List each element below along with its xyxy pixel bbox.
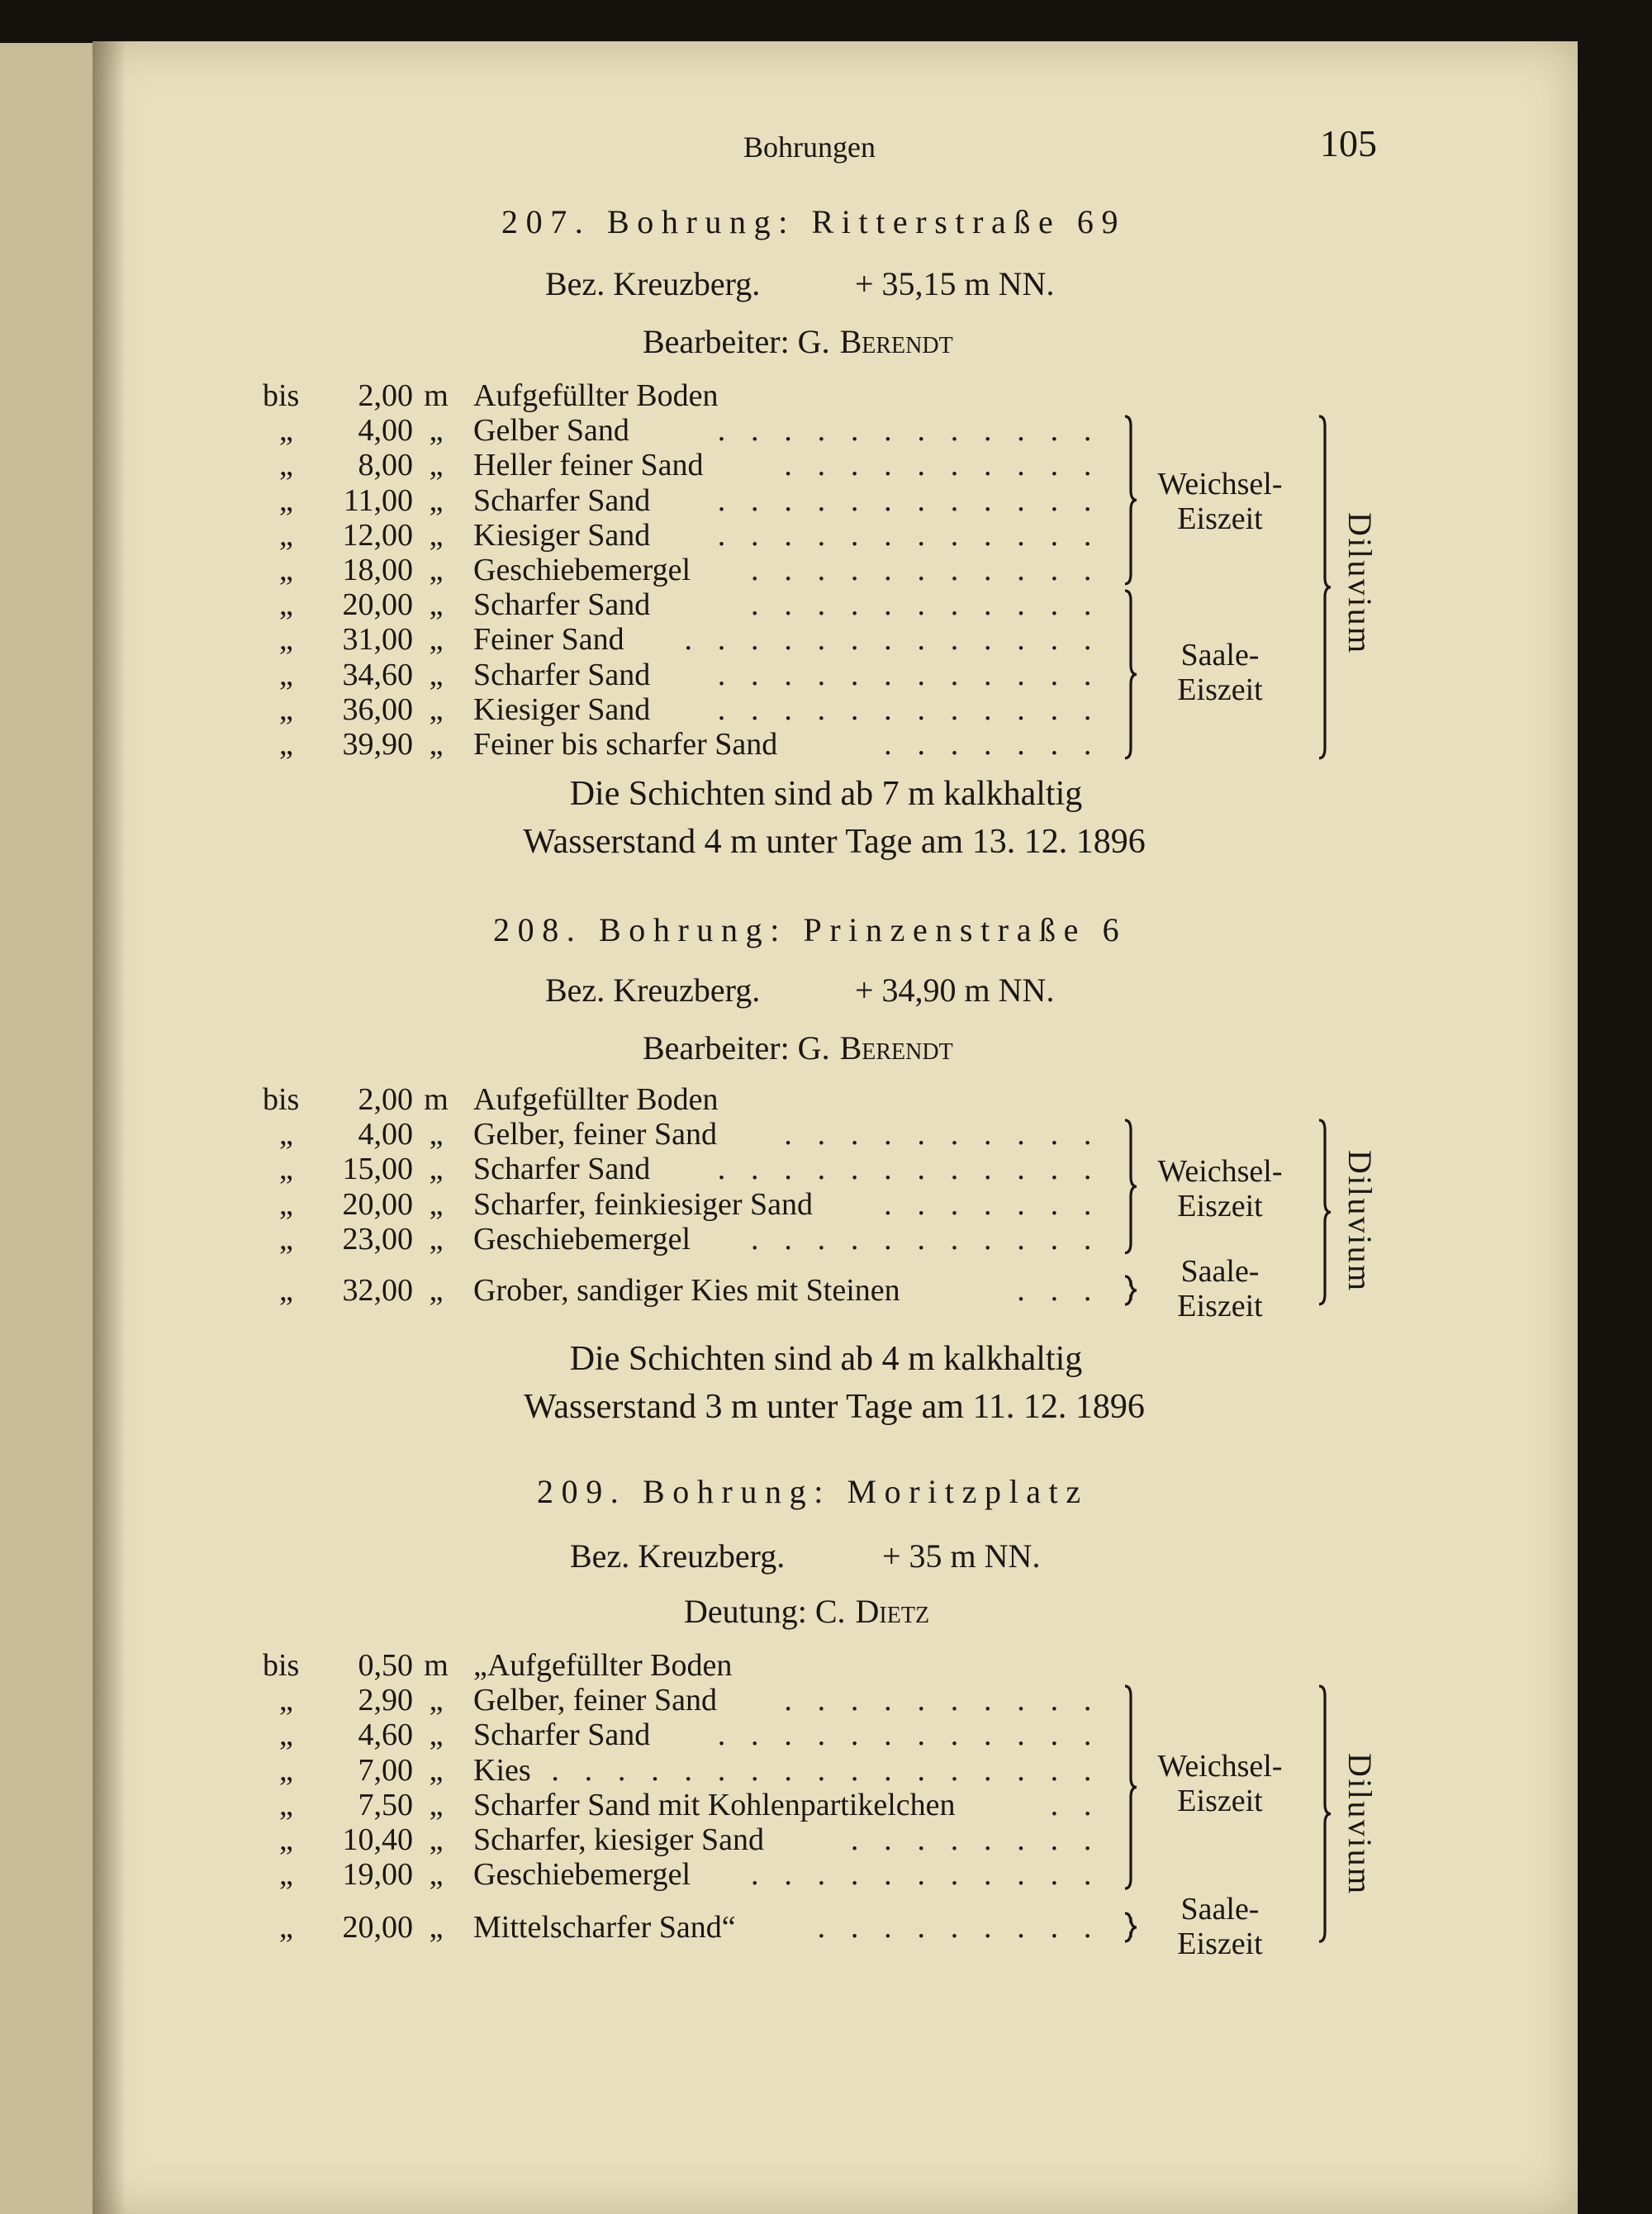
depth-prefix: „: [279, 1718, 293, 1753]
depth-value: 36,00: [342, 691, 413, 727]
age-brace-saale: [1125, 1276, 1140, 1304]
depth-value: 12,00: [342, 517, 413, 553]
age-lower-line1: Saale-: [1180, 1892, 1260, 1927]
page-number: 105: [1320, 122, 1377, 164]
layer-row: [473, 1788, 1101, 1822]
depth-unit: „: [429, 587, 444, 623]
depth-unit: „: [429, 517, 444, 553]
elevation-label: + 35,15 m NN.: [855, 265, 1055, 302]
depth-prefix: „: [279, 1186, 293, 1222]
depth-unit: „: [429, 1683, 444, 1718]
age-upper-line1: Weichsel-: [1157, 467, 1283, 501]
leader-dots: . . . . . . . . . . . .: [717, 517, 1100, 553]
depth-prefix: „: [279, 1273, 293, 1308]
editor-name: Dietz: [855, 1593, 930, 1630]
section-title: 209. Bohrung: Moritzplatz: [537, 1473, 1089, 1510]
leader-dots: . . . . . . .: [884, 727, 1100, 762]
depth-prefix: „: [279, 1152, 293, 1187]
depth-unit: „: [429, 1910, 444, 1946]
age-brace-weichsel: [1125, 1120, 1140, 1253]
depth-unit: „: [429, 1752, 444, 1788]
age-upper-line2: Eiszeit: [1177, 501, 1263, 536]
elevation-label: + 35 m NN.: [882, 1537, 1041, 1575]
depth-value: 2,00: [358, 1082, 413, 1117]
depth-prefix: „: [279, 517, 293, 553]
leader-dots: . . . . . . . . . . .: [751, 553, 1100, 587]
depth-unit: „: [429, 1273, 444, 1308]
layer-description: Gelber, feiner Sand: [473, 1683, 717, 1718]
leader-dots: . . . . . . . . . .: [784, 1117, 1100, 1152]
layer-description: Scharfer, kiesiger Sand: [473, 1822, 764, 1857]
depth-unit: m: [424, 1082, 449, 1117]
depth-prefix: „: [279, 1752, 293, 1788]
editor-name: Berendt: [839, 1029, 953, 1067]
leader-dots: . . . . . . .: [884, 1186, 1100, 1222]
depth-value: 8,00: [358, 448, 413, 483]
depth-unit: „: [429, 1117, 444, 1152]
epoch-label: Diluvium: [1341, 1150, 1379, 1293]
depth-value: 2,90: [358, 1683, 413, 1718]
depth-value: 4,60: [358, 1718, 413, 1753]
leader-dots: . . .: [1017, 1273, 1100, 1308]
age-upper-line2: Eiszeit: [1177, 1784, 1263, 1818]
layer-description: Gelber, feiner Sand: [473, 1117, 717, 1152]
depth-unit: „: [429, 482, 444, 518]
depth-value: 39,90: [342, 727, 413, 762]
depth-prefix: bis: [263, 1648, 300, 1683]
layer-description: Grober, sandiger Kies mit Steinen: [473, 1273, 900, 1308]
age-brace-saale: [1125, 1913, 1140, 1941]
layer-description: Gelber Sand: [473, 413, 629, 449]
section-note: Die Schichten sind ab 4 m kalkhaltig: [569, 1340, 1083, 1378]
layer-description: Scharfer Sand: [473, 1152, 651, 1187]
section-note: Wasserstand 3 m unter Tage am 11. 12. 1896: [524, 1388, 1145, 1426]
age-lower-line1: Saale-: [1180, 1254, 1260, 1289]
depth-value: 31,00: [342, 622, 413, 658]
age-lower-line2: Eiszeit: [1177, 1289, 1263, 1323]
depth-value: 7,50: [358, 1787, 413, 1822]
leader-dots: . . . . . . . . . . . .: [717, 413, 1100, 449]
layer-description: Scharfer Sand: [473, 482, 651, 518]
section-title: 207. Bohrung: Ritterstraße 69: [501, 203, 1127, 240]
depth-unit: „: [429, 691, 444, 727]
depth-unit: „: [429, 1186, 444, 1222]
leader-dots: . . . . . . . . .: [817, 1910, 1100, 1946]
running-title: Bohrungen: [743, 131, 876, 164]
depth-prefix: „: [279, 1910, 293, 1946]
depth-value: 11,00: [343, 482, 413, 518]
leader-dots: . . . . . . . . . .: [784, 1683, 1100, 1718]
layer-description: Scharfer, feinkiesiger Sand: [473, 1186, 814, 1222]
left-page-edge: [0, 43, 97, 2214]
depth-value: 15,00: [342, 1152, 413, 1187]
depth-prefix: „: [279, 1822, 293, 1857]
editor-line: [643, 325, 953, 359]
layer-description: Scharfer Sand: [473, 587, 651, 623]
editor-label: Bearbeiter: G.: [643, 1029, 830, 1067]
depth-value: 23,00: [342, 1221, 413, 1257]
age-brace-weichsel: [1125, 416, 1140, 584]
age-brace-weichsel: [1125, 1686, 1140, 1889]
layer-description: Kies: [473, 1752, 531, 1788]
leader-dots: . . . . . . . .: [850, 1822, 1100, 1857]
layer-description: Scharfer Sand mit Kohlenpartikelchen: [473, 1787, 956, 1822]
layer-row: [473, 1082, 1101, 1117]
leader-dots: . . . . . . . . . . . .: [717, 1718, 1100, 1753]
age-lower-line2: Eiszeit: [1177, 672, 1263, 707]
depth-unit: „: [429, 1718, 444, 1753]
layer-row: [473, 1648, 1101, 1683]
depth-unit: m: [424, 378, 449, 413]
district-label: Bez. Kreuzberg.: [545, 265, 761, 302]
depth-prefix: „: [279, 727, 293, 762]
age-lower-line2: Eiszeit: [1177, 1927, 1263, 1961]
leader-dots: . . . . . . . . . . .: [751, 587, 1100, 623]
layer-description: Kiesiger Sand: [473, 517, 651, 553]
depth-prefix: „: [279, 1857, 293, 1893]
depth-unit: m: [424, 1648, 449, 1683]
section-title: 208. Bohrung: Prinzenstraße 6: [493, 911, 1127, 948]
layer-description: Heller feiner Sand: [473, 448, 704, 483]
leader-dots: . . . . . . . . . . . .: [717, 1152, 1100, 1187]
editor-line: [684, 1594, 929, 1629]
age-lower-line1: Saale-: [1180, 638, 1260, 672]
depth-value: 4,00: [358, 1117, 413, 1152]
depth-prefix: bis: [263, 1082, 300, 1117]
district-label: Bez. Kreuzberg.: [570, 1537, 786, 1575]
depth-value: 0,50: [358, 1648, 413, 1683]
leader-dots: . . . . . . . . . . . .: [717, 691, 1100, 727]
layer-description: Geschiebemergel: [473, 553, 691, 587]
depth-value: 20,00: [342, 587, 413, 623]
depth-unit: „: [429, 553, 444, 587]
leader-dots: . .: [1050, 1787, 1100, 1822]
age-upper-line2: Eiszeit: [1177, 1189, 1263, 1223]
layer-description: Aufgefüllter Boden: [473, 378, 719, 413]
depth-value: 19,00: [342, 1857, 413, 1893]
district-label: Bez. Kreuzberg.: [545, 972, 761, 1009]
depth-prefix: „: [279, 1683, 293, 1718]
depth-value: 20,00: [342, 1910, 413, 1946]
age-upper-line1: Weichsel-: [1157, 1749, 1283, 1784]
depth-value: 32,00: [342, 1273, 413, 1308]
gutter-shadow: [93, 41, 126, 2214]
depth-prefix: bis: [263, 378, 300, 413]
depth-prefix: „: [279, 1221, 293, 1257]
layer-description: Feiner Sand: [473, 622, 624, 658]
layer-description: „Aufgefüllter Boden: [473, 1648, 733, 1683]
depth-unit: „: [429, 1221, 444, 1257]
depth-prefix: „: [279, 413, 293, 449]
editor-line: [643, 1031, 953, 1066]
depth-prefix: „: [279, 1787, 293, 1822]
layer-description: Scharfer Sand: [473, 1718, 651, 1753]
leader-dots: . . . . . . . . . . . .: [717, 657, 1100, 692]
elevation-label: + 34,90 m NN.: [855, 972, 1055, 1009]
depth-unit: „: [429, 1152, 444, 1187]
editor-label: Deutung: C.: [684, 1593, 846, 1630]
depth-unit: „: [429, 1787, 444, 1822]
depth-unit: „: [429, 413, 444, 449]
leader-dots: . . . . . . . . . . . . .: [684, 622, 1100, 658]
epoch-brace-diluvium: [1319, 1686, 1334, 1941]
layer-description: Aufgefüllter Boden: [473, 1082, 719, 1117]
layer-description: Mittelscharfer Sand“: [473, 1910, 736, 1946]
editor-name: Berendt: [839, 323, 953, 360]
depth-value: 34,60: [342, 657, 413, 692]
depth-prefix: „: [279, 587, 293, 623]
depth-prefix: „: [279, 622, 293, 658]
depth-unit: „: [429, 727, 444, 762]
depth-prefix: „: [279, 553, 293, 587]
age-brace-saale: [1125, 591, 1140, 758]
depth-value: 2,00: [358, 378, 413, 413]
epoch-label: Diluvium: [1341, 1753, 1379, 1896]
depth-unit: „: [429, 1857, 444, 1893]
depth-prefix: „: [279, 1117, 293, 1152]
depth-value: 10,40: [342, 1822, 413, 1857]
depth-unit: „: [429, 448, 444, 483]
leader-dots: . . . . . . . . . . .: [751, 1857, 1100, 1893]
epoch-label: Diluvium: [1341, 512, 1379, 655]
epoch-brace-diluvium: [1319, 416, 1334, 758]
depth-prefix: „: [279, 691, 293, 727]
layer-description: Feiner bis scharfer Sand: [473, 727, 778, 762]
depth-value: 7,00: [358, 1752, 413, 1788]
layer-row: [473, 1273, 1101, 1308]
age-upper-line1: Weichsel-: [1157, 1154, 1283, 1189]
depth-unit: „: [429, 622, 444, 658]
depth-value: 18,00: [342, 553, 413, 587]
layer-description: Scharfer Sand: [473, 657, 651, 692]
depth-unit: „: [429, 657, 444, 692]
depth-prefix: „: [279, 448, 293, 483]
leader-dots: . . . . . . . . . . . . . . . . .: [551, 1752, 1100, 1788]
depth-prefix: „: [279, 482, 293, 518]
section-note: Wasserstand 4 m unter Tage am 13. 12. 1896: [523, 823, 1146, 861]
depth-unit: „: [429, 1822, 444, 1857]
section-note: Die Schichten sind ab 7 m kalkhaltig: [569, 775, 1083, 813]
layer-description: Geschiebemergel: [473, 1857, 691, 1893]
leader-dots: . . . . . . . . . .: [784, 448, 1100, 483]
depth-prefix: „: [279, 657, 293, 692]
layer-row: [473, 378, 1101, 413]
depth-value: 4,00: [358, 413, 413, 449]
leader-dots: . . . . . . . . . . .: [751, 1221, 1100, 1257]
leader-dots: . . . . . . . . . . . .: [717, 482, 1100, 518]
depth-value: 20,00: [342, 1186, 413, 1222]
layer-description: Geschiebemergel: [473, 1221, 691, 1257]
layer-description: Kiesiger Sand: [473, 691, 651, 727]
editor-label: Bearbeiter: G.: [643, 323, 830, 360]
epoch-brace-diluvium: [1319, 1120, 1334, 1304]
